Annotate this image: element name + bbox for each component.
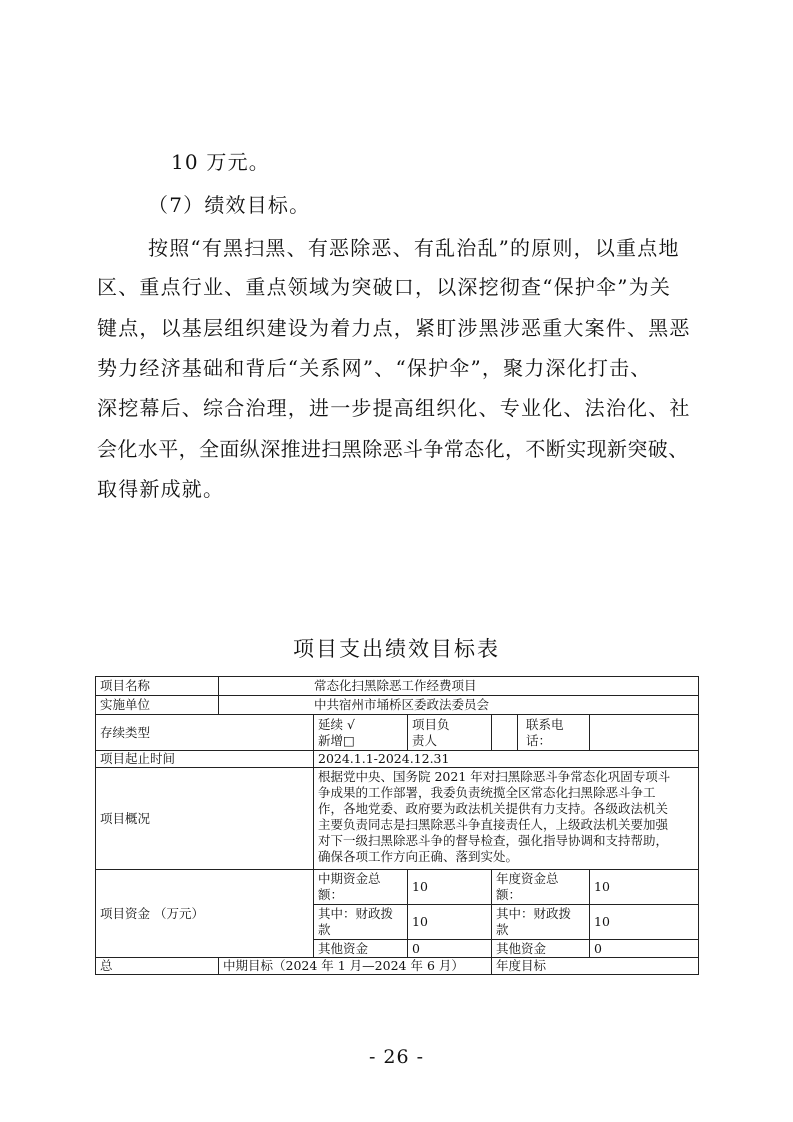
table-row (96, 677, 699, 696)
year-other-value: 0 (590, 940, 699, 958)
mid-other-label: 其他资金 (314, 940, 408, 958)
leader-label (408, 715, 492, 751)
mid-fiscal-label (314, 905, 408, 940)
mid-other-value: 0 (408, 940, 492, 958)
leader-value (492, 715, 518, 751)
para-line: 键点，以基层组织建设为着力点，紧盯涉黑涉恶重大案件、黑恶 (97, 316, 691, 340)
table-row (96, 870, 699, 905)
overview-line: 主要负责同志是扫黑除恶斗争直接责任人，上级政法机关要加强 (318, 817, 669, 832)
mid-fiscal-label-line: 其中：财政拨 (318, 906, 394, 921)
year-fiscal-label (492, 905, 590, 940)
table-row (96, 751, 699, 768)
phone-label (518, 715, 590, 751)
unit-value: 中共宿州市埇桥区委政法委员会 (219, 696, 699, 715)
phone-label-line: 联系电 (526, 716, 564, 732)
year-total-label-line: 额： (496, 887, 522, 902)
performance-table (95, 676, 699, 975)
table-row (96, 768, 699, 870)
year-fiscal-label-line: 其中：财政拨 (496, 906, 572, 921)
para-line: 区、重点行业、重点领域为突破口，以深挖彻查“保护伞”为关 (97, 275, 672, 299)
mid-total-label (314, 870, 408, 905)
funds-label: 项目资金 （万元） (96, 870, 314, 958)
overview-line: 对下一级扫黑除恶斗争的督导检查，强化指导协调和支持帮助， (318, 833, 669, 848)
overview-text (314, 768, 699, 870)
year-fiscal-value: 10 (590, 905, 699, 940)
year-total-label-line: 年度资金总 (496, 871, 559, 886)
mid-fiscal-value: 10 (408, 905, 492, 940)
leader-label-line: 项目负 (412, 716, 450, 732)
mid-total-label-line: 中期资金总 (318, 871, 381, 886)
overview-line: 作，各地党委、政府要为政法机关提供有力支持。各级政法机关 (318, 801, 669, 816)
para-line: 10 万元。 (171, 150, 271, 174)
type-new: 新增□ (318, 732, 355, 748)
para-line: 深挖幕后、综合治理，进一步提高组织化、专业化、法治化、社 (97, 396, 691, 420)
year-other-label: 其他资金 (492, 940, 590, 958)
year-goal-label: 年度目标 (492, 958, 699, 975)
goal-col-label: 总 (96, 958, 219, 975)
year-total-value: 10 (590, 870, 699, 905)
mid-total-value: 10 (408, 870, 492, 905)
para-line: 按照“有黑扫黑、有恶除恶、有乱治乱”的原则，以重点地 (148, 236, 680, 260)
para-line: 会化水平，全面纵深推进扫黑除恶斗争常态化，不断实现新突破、 (97, 437, 689, 461)
mid-fiscal-label-line: 款 (318, 922, 331, 937)
table-row (96, 715, 699, 751)
period-value: 2024.1.1-2024.12.31 (314, 751, 699, 768)
mid-total-label-line: 额： (318, 887, 344, 902)
mid-goal-label: 中期目标（2024 年 1 月—2024 年 6 月） (219, 958, 492, 975)
type-continue: 延续 √ (318, 716, 355, 732)
unit-label: 实施单位 (96, 696, 219, 715)
project-name: 常态化扫黑除恶工作经费项目 (219, 677, 699, 696)
year-fiscal-label-line: 款 (496, 922, 509, 937)
phone-label-line: 话： (526, 732, 552, 748)
table-row (96, 958, 699, 975)
type-label: 存续类型 (96, 715, 314, 751)
table-row (96, 696, 699, 715)
para-line: 取得新成就。 (97, 477, 225, 501)
leader-label-line: 责人 (412, 732, 438, 748)
para-line: 势力经济基础和背后“关系网”、“保护伞”，聚力深化打击、 (97, 356, 652, 380)
page-number: - 26 - (368, 1046, 425, 1068)
period-label: 项目起止时间 (96, 751, 314, 768)
overview-label: 项目概况 (96, 768, 314, 870)
project-name-label: 项目名称 (96, 677, 219, 696)
overview-line: 确保各项工作方向正确、落到实处。 (318, 849, 519, 864)
year-total-label (492, 870, 590, 905)
overview-line: 争成果的工作部署，我委负责统揽全区常态化扫黑除恶斗争工 (318, 785, 656, 800)
type-value (314, 715, 408, 751)
table-title: 项目支出绩效目标表 (293, 637, 500, 661)
phone-value (590, 715, 699, 751)
para-line: （7）绩效目标。 (148, 193, 311, 217)
overview-line: 根据党中央、国务院 2021 年对扫黑除恶斗争常态化巩固专项斗 (318, 769, 671, 784)
